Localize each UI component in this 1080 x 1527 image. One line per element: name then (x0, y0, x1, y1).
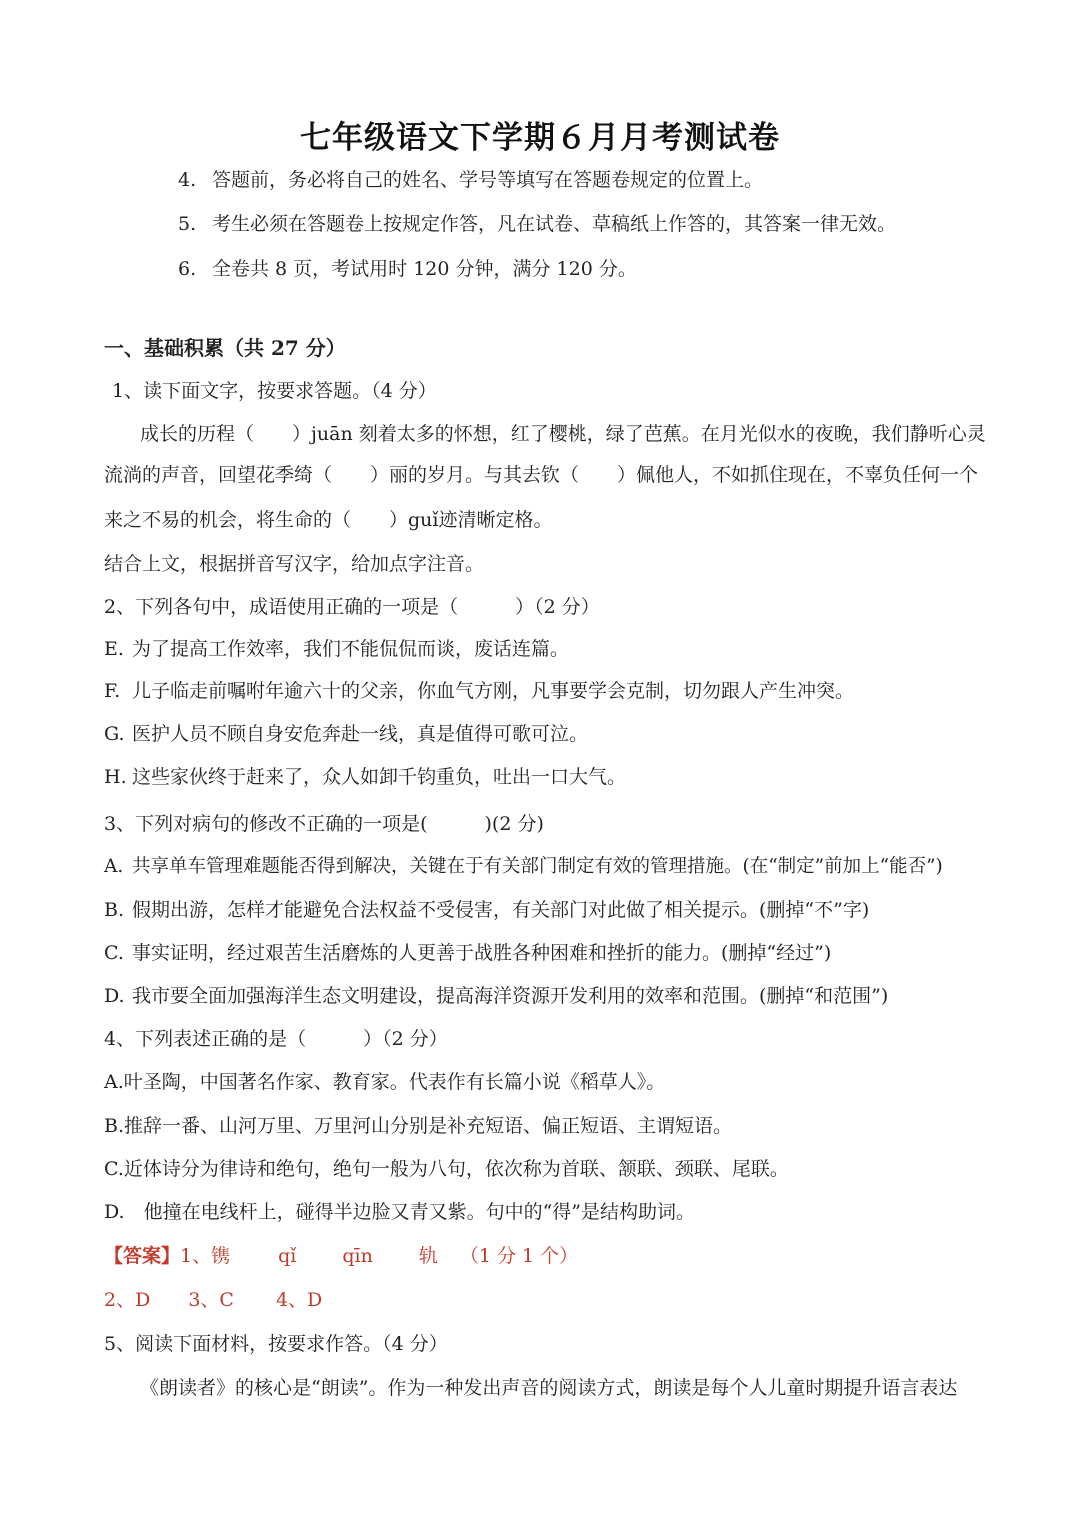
question-2-option (104, 763, 1020, 791)
answer-item: 1、镌 (180, 1245, 231, 1267)
question-4-option: B.推辞一番、山河万里、万里河山分别是补充短语、偏正短语、主谓短语。 (104, 1115, 733, 1137)
question-4-option: D. 他撞在电线杆上，碰得半边脸又青又紫。句中的“得”是结构助词。 (104, 1201, 696, 1223)
question-1-passage: 成长的历程（ ）juān 刻着太多的怀想，红了樱桃，绿了芭蕉。在月光似水的夜晚，我们静听心灵 (140, 423, 986, 445)
section-heading: 一、基础积累（共 27 分） (104, 336, 346, 360)
question-2-stem: 2、下列各句中，成语使用正确的一项是（ ）（2 分） (104, 596, 600, 618)
answer-line (104, 1242, 1020, 1270)
question-3-option (104, 853, 1020, 881)
page-title: 七年级语文下学期６月月考测试卷 (300, 120, 780, 156)
question-2-option (104, 635, 1020, 663)
option-text: 儿子临走前嘱咐年逾六十的父亲，你血气方刚，凡事要学会克制，切勿跟人产生冲突。 (132, 680, 855, 702)
answer-item: 3、C (188, 1289, 234, 1311)
answer-item: 4、D (275, 1289, 323, 1311)
question-3-option (104, 982, 1020, 1010)
notice-item (178, 255, 1020, 283)
notice-text: 答题前，务必将自己的姓名、学号等填写在答题卷规定的位置上。 (212, 169, 764, 191)
question-5-stem: 5、阅读下面材料，按要求作答。（4 分） (104, 1333, 448, 1355)
option-text: 事实证明，经过艰苦生活磨炼的人更善于战胜各种困难和挫折的能力。(删掉“经过”) (132, 942, 832, 964)
answer-item: qǐ (278, 1245, 297, 1267)
question-1-passage: 流淌的声音，回望花季绮（ ）丽的岁月。与其去钦（ ）佩他人，不如抓住现在，不辜负任何一个 (104, 464, 979, 486)
notice-text: 考生必须在答题卷上按规定作答，凡在试卷、草稿纸上作答的，其答案一律无效。 (212, 213, 897, 235)
option-letter: F. (104, 680, 121, 702)
question-3-option (104, 939, 1020, 967)
option-text: 共享单车管理难题能否得到解决，关键在于有关部门制定有效的管理措施。(在“制定”前加上“能否”) (132, 856, 943, 877)
option-letter: B. (104, 899, 125, 921)
option-text: 假期出游，怎样才能避免合法权益不受侵害，有关部门对此做了相关提示。(删掉“不”字) (132, 899, 870, 921)
notice-item (178, 166, 1020, 194)
question-3-stem: 3、下列对病句的修改不正确的一项是( )(2 分) (104, 813, 544, 835)
option-letter: C. (104, 942, 124, 964)
option-text: 这些家伙终于赶来了，众人如卸千钧重负，吐出一口大气。 (132, 766, 627, 788)
notice-number: 4. (178, 169, 197, 191)
notice-text: 全卷共 8 页，考试用时 120 分钟，满分 120 分。 (212, 258, 637, 280)
option-letter: D. (104, 985, 125, 1007)
notice-number: 6. (178, 258, 197, 280)
option-letter: H. (104, 766, 127, 788)
question-3-option (104, 896, 1020, 924)
answer-item: qīn (342, 1245, 373, 1267)
option-letter: A. (104, 856, 124, 877)
answer-line (104, 1286, 1020, 1314)
question-1-passage: 来之不易的机会，将生命的（ ）guǐ迹清晰定格。 (104, 509, 553, 531)
notice-item (178, 210, 1020, 238)
option-text: 医护人员不顾自身安危奔赴一线，真是值得可歌可泣。 (132, 723, 589, 745)
answer-label: 【答案】 (104, 1245, 181, 1267)
option-text: 为了提高工作效率，我们不能侃侃而谈，废话连篇。 (132, 638, 570, 660)
question-1-stem: 1、读下面文字，按要求答题。（4 分） (112, 380, 437, 402)
question-4-option: A.叶圣陶，中国著名作家、教育家。代表作有长篇小说《稻草人》。 (104, 1071, 666, 1093)
option-letter: G. (104, 723, 125, 745)
question-2-option (104, 720, 1020, 748)
question-4-stem: 4、下列表述正确的是（ ）（2 分） (104, 1028, 448, 1050)
notice-number: 5. (178, 213, 197, 235)
option-letter: E. (104, 638, 124, 660)
answer-item: 轨 (418, 1245, 438, 1267)
answer-item: （1 分 1 个） (459, 1245, 579, 1267)
answer-item: 2、D (104, 1289, 151, 1311)
question-4-option: C.近体诗分为律诗和绝句，绝句一般为八句，依次称为首联、颔联、颈联、尾联。 (104, 1158, 789, 1180)
question-5-passage: 《朗读者》的核心是“朗读”。作为一种发出声音的阅读方式，朗读是每个人儿童时期提升语言表达 (140, 1377, 958, 1399)
question-2-option (104, 677, 1020, 705)
option-text: 我市要全面加强海洋生态文明建设，提高海洋资源开发利用的效率和范围。(删掉“和范围”) (132, 985, 889, 1007)
question-1-instruction: 结合上文，根据拼音写汉字，给加点字注音。 (104, 553, 485, 575)
